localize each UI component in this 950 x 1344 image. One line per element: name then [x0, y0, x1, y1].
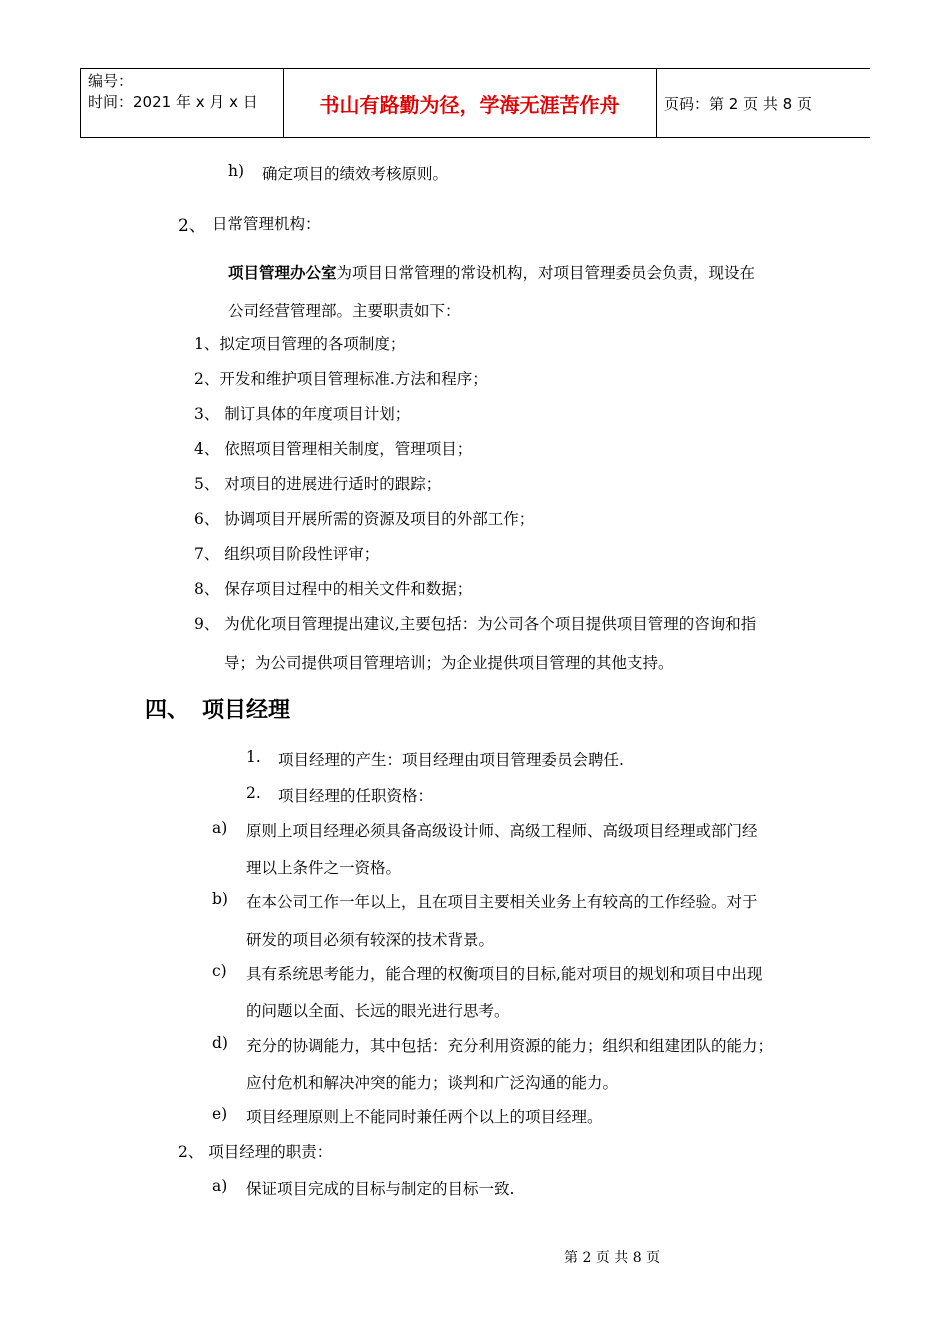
- qual-marker: e): [212, 1105, 228, 1123]
- page-footer: 第 2 页 共 8 页: [564, 1250, 661, 1266]
- qual-text-line2: 理以上条件之一资格。: [246, 859, 402, 877]
- qual-text-line2: 研发的项目必须有较深的技术背景。: [246, 931, 495, 949]
- header-number: 编号：: [88, 72, 134, 90]
- item-h-marker: h): [228, 162, 245, 180]
- pm-duties-heading: 2、 项目经理的职责：: [178, 1143, 333, 1161]
- duty-item: 8、 保存项目过程中的相关文件和数据；: [194, 580, 473, 598]
- duty-item-continuation: 导；为公司提供项目管理培训；为企业提供项目管理的其他支持。: [224, 654, 674, 672]
- section-2-marker: 2、: [178, 216, 206, 236]
- header-time: 时间：2021 年 x 月 x 日: [88, 93, 258, 111]
- office-term: 项目管理办公室: [228, 264, 337, 282]
- qual-text-line1: 具有系统思考能力，能合理的权衡项目的目标,能对项目的规划和项目中出现: [246, 965, 763, 983]
- section-2-title: 日常管理机构：: [212, 215, 321, 233]
- header-motto: 书山有路勤为径，学海无涯苦作舟: [319, 92, 620, 117]
- qual-text-line2: 应付危机和解决冲突的能力；谈判和广泛沟通的能力。: [246, 1074, 619, 1092]
- pm-duty-marker: a): [212, 1177, 228, 1195]
- pm-item-text: 项目经理的任职资格：: [278, 787, 434, 805]
- header-divider-2: [656, 69, 657, 137]
- qual-text-line1: 原则上项目经理必须具备高级设计师、高级工程师、高级项目经理或部门经: [246, 822, 758, 840]
- qual-text-line1: 在本公司工作一年以上，且在项目主要相关业务上有较高的工作经验。对于: [246, 893, 758, 911]
- item-h-text: 确定项目的绩效考核原则。: [262, 165, 449, 183]
- heading-4-marker: 四、: [145, 698, 190, 723]
- pm-item-marker: 2.: [246, 784, 261, 802]
- qual-marker: d): [212, 1034, 228, 1052]
- qual-text-line2: 的问题以全面、长远的眼光进行思考。: [246, 1002, 510, 1020]
- duty-item: 3、 制订具体的年度项目计划；: [194, 405, 411, 423]
- header-page-number: 页码：第 2 页 共 8 页: [664, 95, 812, 113]
- duty-item: 1、拟定项目管理的各项制度；: [194, 335, 406, 353]
- office-description: 为项目日常管理的常设机构，对项目管理委员会负责，现设在: [336, 264, 756, 282]
- duty-item: 6、 协调项目开展所需的资源及项目的外部工作；: [194, 510, 535, 528]
- duty-item: 9、 为优化项目管理提出建议,主要包括：为公司各个项目提供项目管理的咨询和指: [194, 615, 757, 633]
- pm-duty-text: 保证项目完成的目标与制定的目标一致.: [246, 1180, 515, 1198]
- duty-item: 4、 依照项目管理相关制度，管理项目；: [194, 440, 473, 458]
- duty-item: 2、开发和维护项目管理标准.方法和程序；: [194, 370, 488, 388]
- qual-marker: a): [212, 819, 228, 837]
- header-meta: [88, 71, 258, 113]
- duty-item: 7、 组织项目阶段性评审；: [194, 545, 380, 563]
- page-header: [80, 68, 870, 138]
- pm-item-marker: 1.: [246, 748, 261, 766]
- heading-4-title: 项目经理: [202, 698, 291, 723]
- qual-marker: c): [212, 962, 227, 980]
- qual-text-line1: 项目经理原则上不能同时兼任两个以上的项目经理。: [246, 1108, 603, 1126]
- office-paragraph-line1: [228, 261, 755, 283]
- qual-text-line1: 充分的协调能力，其中包括：充分利用资源的能力；组织和组建团队的能力；: [246, 1037, 774, 1055]
- duty-item: 5、 对项目的进展进行适时的跟踪；: [194, 475, 442, 493]
- pm-item-text: 项目经理的产生：项目经理由项目管理委员会聘任.: [278, 751, 624, 769]
- office-paragraph-line2: 公司经营管理部。主要职责如下：: [228, 302, 461, 320]
- header-border-left: [80, 69, 81, 137]
- qual-marker: b): [212, 890, 228, 908]
